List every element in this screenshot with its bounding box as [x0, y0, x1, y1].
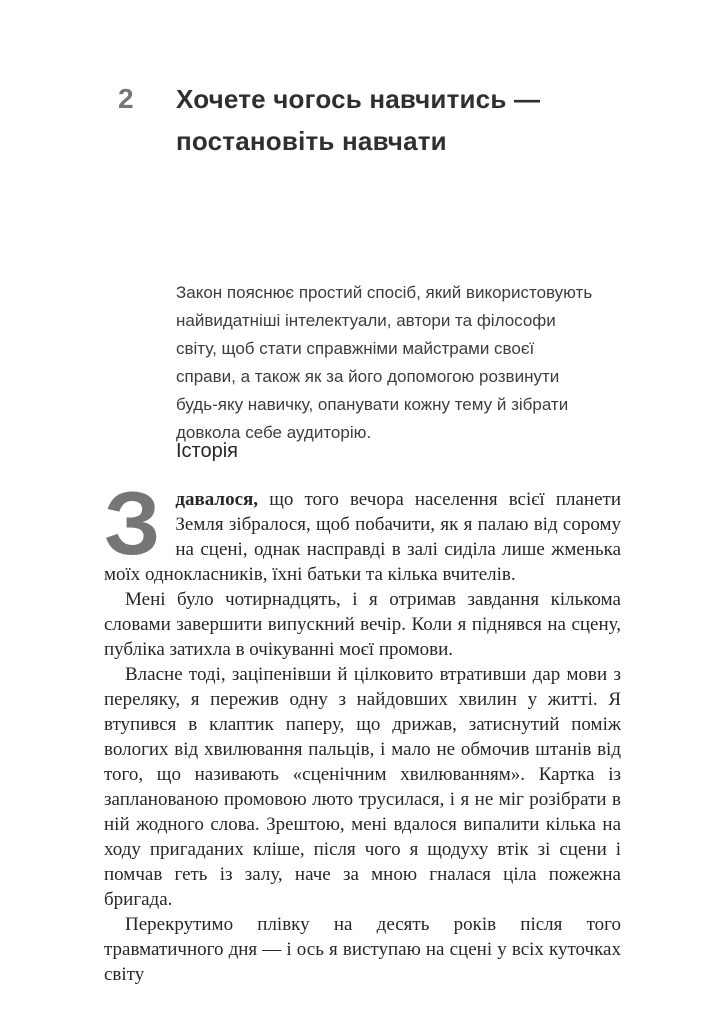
story-paragraph-4: Перекрутимо плівку на десять років після того травматичного дня — і ось я виступаю на сцені у всіх куточках світу [104, 914, 621, 985]
section-heading: Історія [176, 440, 239, 462]
story-paragraph-3: Власне тоді, заціпенівши й цілковито втративши дар мови з переляку, я пережив одну з найдовших хвилин у житті. Я втупився в клаптик паперу, що дрижав, затиснутий поміж вологих від хвилювання пальців, і мало не обмочив штанів від того, що називають «сценічним хвилюванням». Картка із запланованою промовою люто трусилася, і я не міг розібрати в ній жодного слова. Зрештою, мені вдалося випалити кілька на ходу пригаданих кліше, після чого я щодуху втік зі сцени і помчав геть із залу, наче за мною гналася ціла пожежна бригада. [104, 664, 621, 910]
chapter-intro-paragraph: Закон пояснює простий спосіб, який використовують найвидатніші інтелектуали, автори та філософи світу, щоб стати справжніми майстрами своєї справи, а також як за його допомогою розвинути будь-яку навичку, опанувати кожну тему й зібрати довкола себе аудиторію. [176, 283, 593, 442]
paragraph-text: що того вечора населення всієї планети Земля зібралося, щоб побачити, як я палаю від сорому на сцені, однак насправді в залі сиділа лише жменька моїх однокласників, їхні батьки та кілька вчителів. [104, 489, 621, 585]
story-paragraph-1 [104, 474, 621, 587]
story-body [104, 474, 621, 987]
chapter-number: 2 [118, 83, 134, 114]
drop-cap-letter: З [104, 474, 161, 574]
paragraph-bold-lead: давалося, [175, 489, 259, 510]
chapter-title: Хочете чогось навчитись — постановіть навчати [176, 84, 541, 156]
story-paragraph-2: Мені було чотирнадцять, і я отримав завдання кількома словами завершити випускний вечір. Коли я піднявся на сцену, публіка затихла в очікуванні моєї промови. [104, 589, 621, 660]
